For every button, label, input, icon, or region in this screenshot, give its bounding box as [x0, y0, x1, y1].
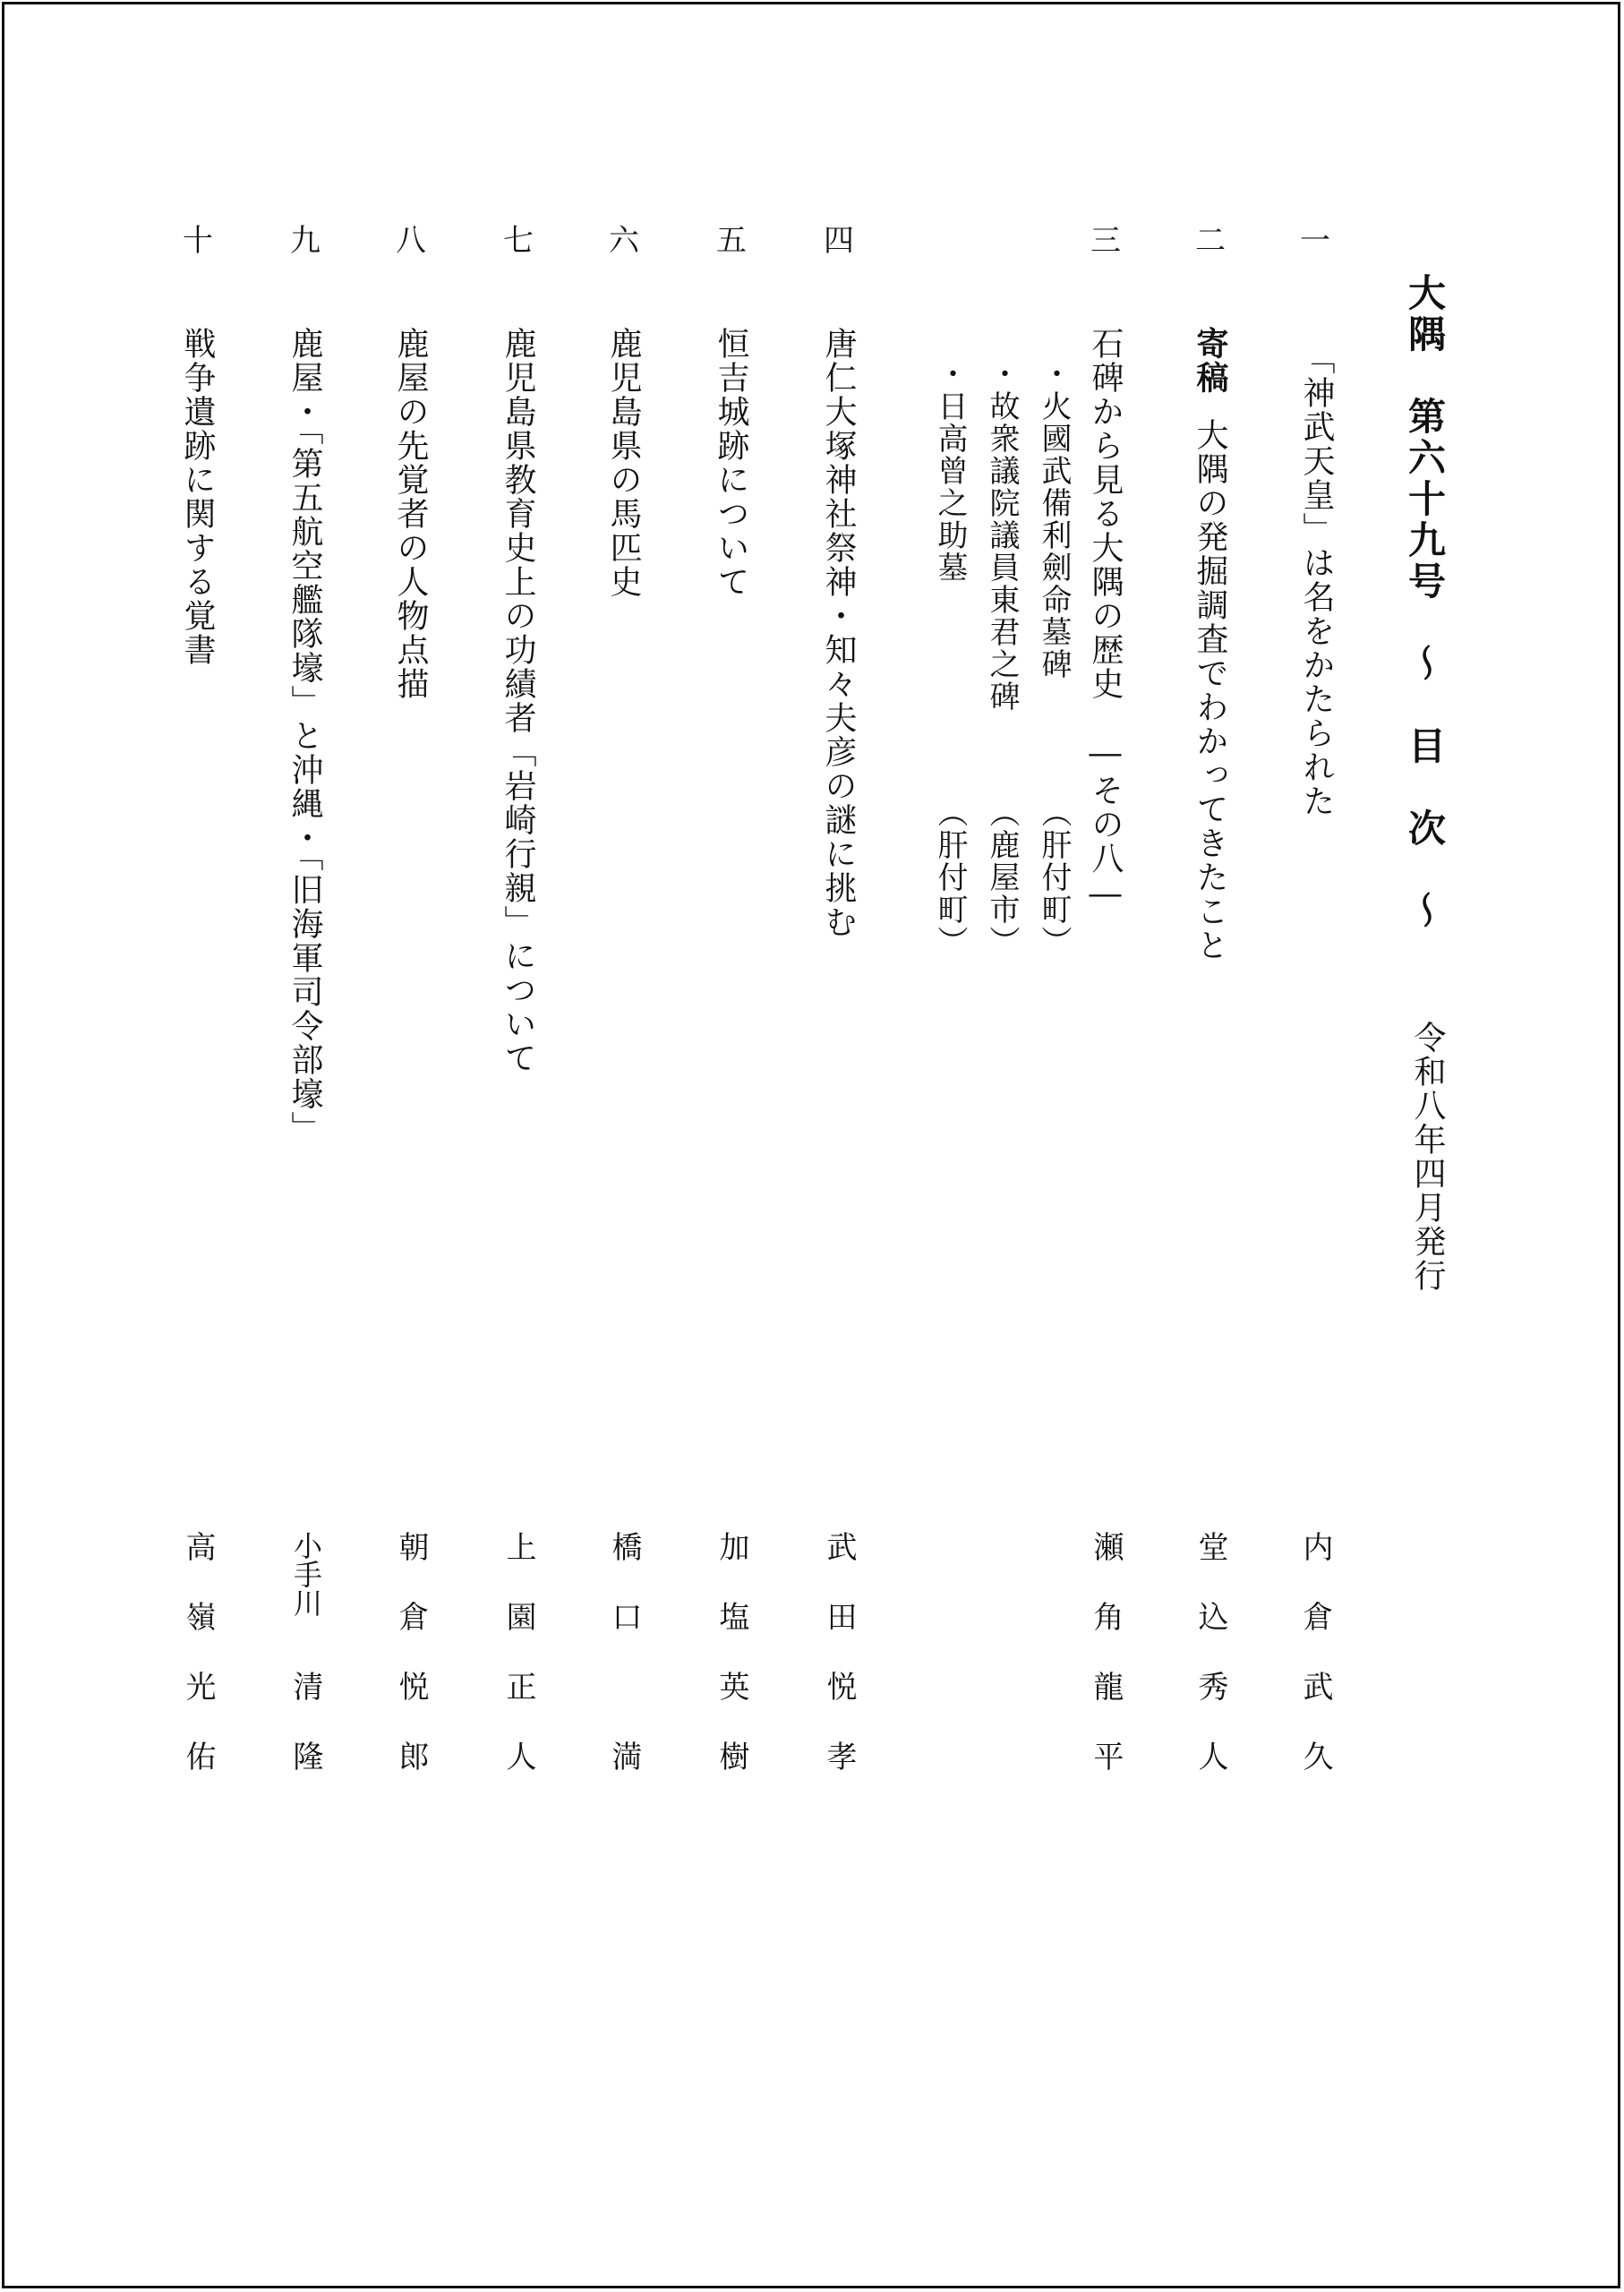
entry-author: 武田悦孝 [821, 1531, 857, 1810]
entry-title: 石碑から見る大隅の歴史 ―その八― [1087, 327, 1124, 914]
entry-number: 四 [824, 223, 854, 259]
entry-author: 加塩英樹 [714, 1531, 749, 1810]
entry-author: 朝倉悦郎 [393, 1531, 429, 1810]
entry-author: 堂込秀人 [1192, 1531, 1228, 1810]
entry-title: 鹿児島県教育史上の功績者「岩崎行親」について [500, 327, 536, 1075]
entry-title: 大隅の発掘調査でわかってきたこと [1192, 418, 1228, 962]
entry-title: 戦争遺跡に関する覚書 [179, 327, 216, 667]
entry-author-given: 清隆 [287, 1671, 323, 1810]
page-border [2, 2, 1620, 2288]
entry-title: 唐仁大塚神社祭神・知々夫彦の謎に挑む [820, 327, 857, 939]
sub-entry-place: （鹿屋市） [984, 797, 1020, 958]
entry-number: 五 [716, 223, 747, 259]
contribution-label: 寄稿 [1192, 327, 1228, 395]
entry-number: 八 [396, 223, 426, 259]
entry-title: 鹿屋・「第五航空艦隊壕」と沖縄・「旧海軍司令部壕」 [286, 327, 323, 1145]
issue-date: 令和八年四月発行 [1409, 1021, 1446, 1293]
entry-number: 七 [503, 223, 534, 259]
document-title: 大隅 第六十九号 ～ 目 次 ～ [1403, 273, 1447, 932]
entry-title: 恒吉城跡について [713, 327, 749, 599]
sub-entry: ・日高曾之助墓 [932, 358, 968, 584]
entry-number: 二 [1195, 223, 1226, 259]
sub-entry-place: （肝付町） [932, 797, 968, 958]
sub-entry: ・火國武備利劍命墓碑 [1036, 358, 1072, 680]
sub-entry-place: （肝付町） [1036, 797, 1072, 958]
entry-number: 十 [183, 223, 213, 259]
entry-title: 鹿屋の先覚者の人物点描 [392, 327, 429, 701]
entry-author: 橋口 満 [606, 1531, 642, 1810]
entry-number: 一 [1300, 223, 1330, 259]
entry-number: 三 [1090, 223, 1121, 259]
entry-author: 高嶺光佑 [180, 1531, 216, 1810]
entry-title: 「神武天皇」は名をかたられた [1298, 342, 1335, 818]
entry-number: 九 [290, 223, 321, 259]
entry-title-block [1193, 327, 1226, 962]
entry-author-family: 小手川 [289, 1531, 323, 1617]
sub-entry: ・故衆議院議員東君之碑 [984, 358, 1020, 713]
entry-author: 瀬角龍平 [1088, 1531, 1124, 1810]
entry-title: 鹿児島県の馬匹史 [605, 327, 642, 599]
entry-author: 上園正人 [500, 1531, 536, 1810]
entry-number: 六 [609, 223, 639, 259]
entry-author: 内倉武久 [1297, 1531, 1333, 1810]
